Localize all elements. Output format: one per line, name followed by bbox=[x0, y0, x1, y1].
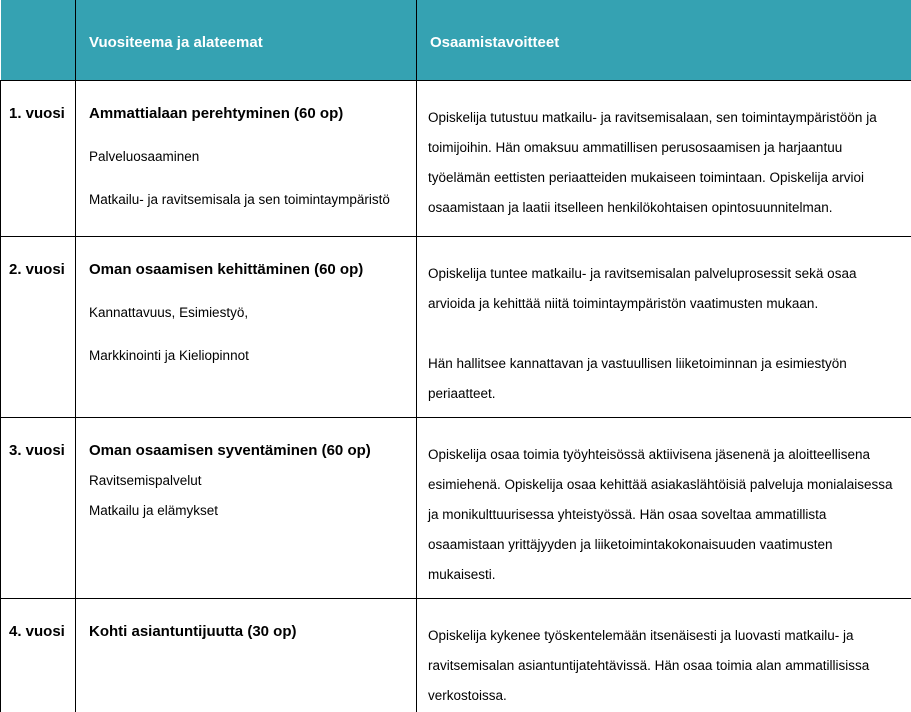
objective-paragraph: Opiskelija kykenee työskentelemään itsenäisesti ja luovasti matkailu- ja ravitsemisalan asiantuntijatehtävissä. Hän osaa toimia alan ammatillisissa verkostoissa. bbox=[428, 627, 870, 703]
theme-title: Kohti asiantuntijuutta (30 op) bbox=[89, 622, 297, 640]
subtheme: Matkailu- ja ravitsemisala ja sen toimintaympäristö bbox=[89, 191, 390, 207]
subtheme: Kannattavuus, Esimiestyö, bbox=[89, 304, 249, 320]
table-row-year-3 bbox=[1, 417, 911, 598]
column-header-year bbox=[1, 0, 76, 80]
subtheme: Ravitsemispalvelut bbox=[89, 472, 202, 488]
column-header-themes: Vuositeema ja alateemat bbox=[76, 0, 417, 80]
objectives-cell bbox=[417, 598, 911, 712]
table-body bbox=[1, 80, 911, 712]
objectives-cell bbox=[417, 80, 911, 236]
theme-title: Oman osaamisen syventäminen (60 op) bbox=[89, 441, 371, 459]
table-header bbox=[1, 0, 911, 80]
subtheme: Matkailu ja elämykset bbox=[89, 502, 219, 518]
column-header-objectives: Osaamistavoitteet bbox=[417, 0, 911, 80]
objective-paragraph: Opiskelija osaa toimia työyhteisössä aktiivisena jäsenenä ja aloitteellisena esimiehenä. Opiskelija osaa kehittää asiakaslähtöisiä palveluja monialaisessa ja monikulttuurisessa yhteistyössä. Hän osaa soveltaa ammatillista osaamistaan yrittäjyyden ja liiketoimintakokonaisuuden vaatimusten mukaisesti. bbox=[428, 446, 893, 582]
themes-cell bbox=[76, 417, 417, 598]
year-cell: 4. vuosi bbox=[1, 598, 76, 712]
year-cell: 3. vuosi bbox=[1, 417, 76, 598]
year-cell: 2. vuosi bbox=[1, 236, 76, 417]
objectives-cell bbox=[417, 236, 911, 417]
year-cell: 1. vuosi bbox=[1, 80, 76, 236]
themes-cell bbox=[76, 598, 417, 712]
theme-title: Ammattialaan perehtyminen (60 op) bbox=[89, 104, 344, 122]
objective-paragraph: Opiskelija tuntee matkailu- ja ravitsemisalan palveluprosessit sekä osaa arvioida ja kehittää niitä toimintaympäristön vaatimusten mukaan. bbox=[428, 265, 857, 311]
subtheme: Palveluosaaminen bbox=[89, 148, 200, 164]
table-row-year-2 bbox=[1, 236, 911, 417]
table-row-year-4 bbox=[1, 598, 911, 712]
objective-paragraph: Hän hallitsee kannattavan ja vastuullisen liiketoiminnan ja esimiestyön periaatteet. bbox=[428, 355, 847, 401]
objectives-cell bbox=[417, 417, 911, 598]
objective-paragraph: Opiskelija tutustuu matkailu- ja ravitsemisalaan, sen toimintaympäristöön ja toimijoihin. Hän omaksuu ammatillisen perusosaamisen ja harjaantuu työelämän eettisten periaatteiden mukaiseen toimintaan. Opiskelija arvioi osaamistaan ja laatii itselleen henkilökohtaisen opintosuunnitelman. bbox=[428, 109, 877, 215]
header-row bbox=[1, 0, 911, 80]
themes-cell bbox=[76, 236, 417, 417]
theme-title: Oman osaamisen kehittäminen (60 op) bbox=[89, 260, 364, 278]
table-row-year-1 bbox=[1, 80, 911, 236]
themes-cell bbox=[76, 80, 417, 236]
subtheme: Markkinointi ja Kieliopinnot bbox=[89, 347, 249, 363]
